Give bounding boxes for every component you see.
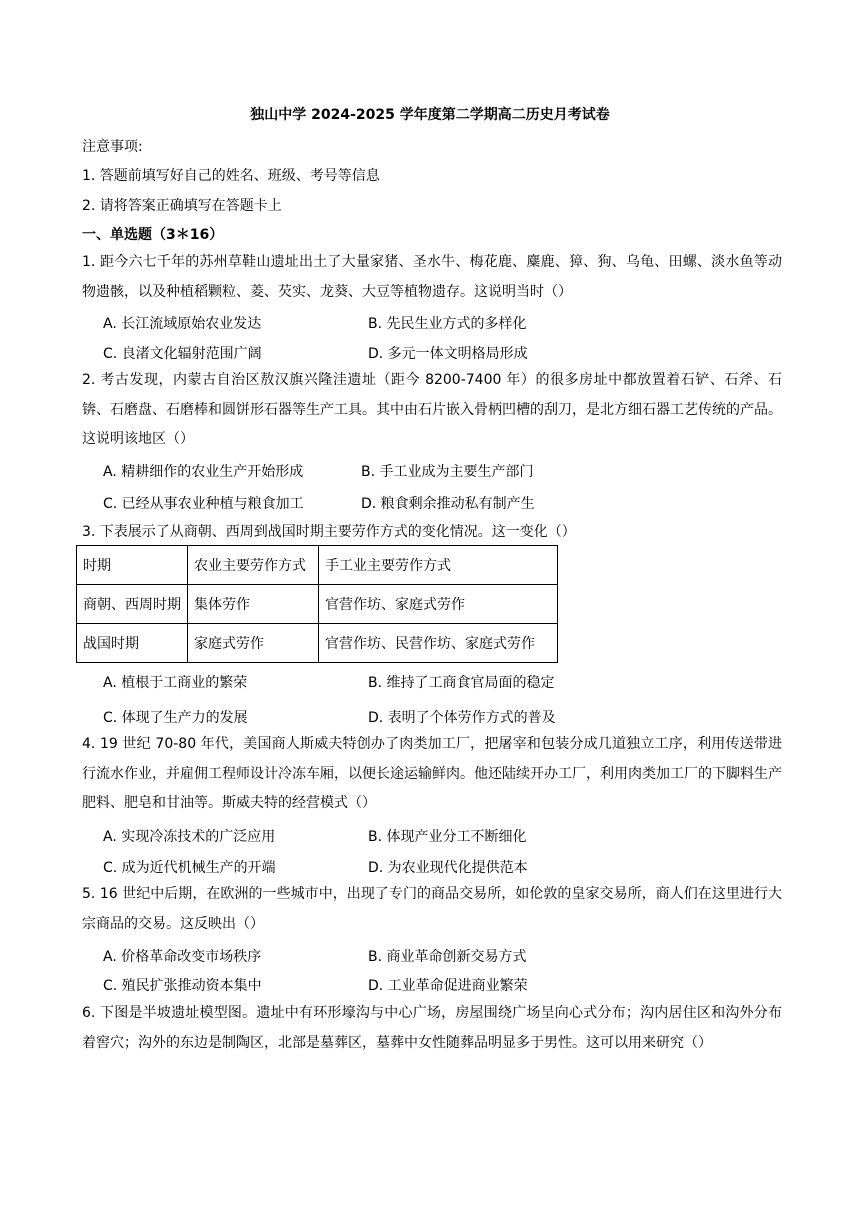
table-header-cell: 时期 [77, 546, 188, 585]
notice-item-2: 2. 请将答案正确填写在答题卡上 [82, 198, 282, 214]
question-4-option-b: B. 体现产业分工不断细化 [368, 829, 527, 845]
table-header-cell: 手工业主要劳作方式 [319, 546, 558, 585]
question-1-option-d: D. 多元一体文明格局形成 [368, 346, 528, 362]
question-3-option-b: B. 维持了工商食官局面的稳定 [368, 675, 555, 691]
table-cell: 官营作坊、家庭式劳作 [319, 585, 558, 624]
table-cell: 商朝、西周时期 [77, 585, 188, 624]
question-1-stem: 1. 距今六七千年的苏州草鞋山遗址出土了大量家猪、圣水牛、梅花鹿、麋鹿、獐、狗、乌龟、田螺、淡水鱼等动物遗骸，以及种植稻颗粒、菱、芡实、龙葵、大豆等植物遗存。这说明当时（） [82, 254, 782, 300]
table-header-row [77, 546, 558, 585]
question-2-option-d: D. 粮食剩余推动私有制产生 [361, 496, 535, 512]
table-cell: 集体劳作 [188, 585, 319, 624]
question-2-option-c: C. 已经从事农业种植与粮食加工 [103, 496, 304, 512]
question-3-stem: 3. 下表展示了从商朝、西周到战国时期主要劳作方式的变化情况。这一变化（） [82, 524, 576, 540]
question-3-option-c: C. 体现了生产力的发展 [103, 710, 248, 726]
table-row [77, 624, 558, 663]
labor-table [76, 545, 558, 663]
table-row [77, 585, 558, 624]
question-4-option-c: C. 成为近代机械生产的开端 [103, 860, 276, 876]
table-cell: 战国时期 [77, 624, 188, 663]
table-cell: 家庭式劳作 [188, 624, 319, 663]
question-3-option-d: D. 表明了个体劳作方式的普及 [368, 710, 556, 726]
table-header-cell: 农业主要劳作方式 [188, 546, 319, 585]
table-cell: 官营作坊、民营作坊、家庭式劳作 [319, 624, 558, 663]
question-4-stem: 4. 19 世纪 70-80 年代，美国商人斯威夫特创办了肉类加工厂，把屠宰和包装分成几道独立工序，利用传送带进行流水作业，并雇佣工程师设计冷冻车厢，以便长途运输鲜肉。他还陆续开办工厂，利用肉类加工厂的下脚料生产肥料、肥皂和甘油等。斯威夫特的经营模式（） [82, 736, 782, 811]
question-4-option-d: D. 为农业现代化提供范本 [368, 860, 528, 876]
question-3-option-a: A. 植根于工商业的繁荣 [103, 675, 248, 691]
section-title: 一、单选题（3＊16） [82, 227, 224, 243]
question-5-option-c: C. 殖民扩张推动资本集中 [103, 978, 262, 994]
question-5-stem: 5. 16 世纪中后期，在欧洲的一些城市中，出现了专门的商品交易所，如伦敦的皇家交易所，商人们在这里进行大宗商品的交易。这反映出（） [82, 886, 782, 932]
question-1-option-b: B. 先民生业方式的多样化 [368, 316, 527, 332]
question-6-stem: 6. 下图是半坡遗址模型图。遗址中有环形壕沟与中心广场，房屋围绕广场呈向心式分布；沟内居住区和沟外分布着窖穴；沟外的东边是制陶区，北部是墓葬区，墓葬中女性随葬品明显多于男性。这可以用来研究（） [82, 1005, 782, 1051]
question-4-option-a: A. 实现冷冻技术的广泛应用 [103, 829, 276, 845]
question-2-stem: 2. 考古发现，内蒙古自治区敖汉旗兴隆洼遗址（距今 8200-7400 年）的很多房址中都放置着石铲、石斧、石锛、石磨盘、石磨棒和圆饼形石器等生产工具。其中由石片嵌入骨柄凹槽的刮刀，是北方细石器工艺传统的产品。这说明该地区（） [82, 372, 782, 447]
question-1-option-a: A. 长江流域原始农业发达 [103, 316, 262, 332]
question-2-option-b: B. 手工业成为主要生产部门 [361, 464, 534, 480]
question-5-option-d: D. 工业革命促进商业繁荣 [368, 978, 528, 994]
question-5-option-a: A. 价格革命改变市场秩序 [103, 949, 262, 965]
question-2-option-a: A. 精耕细作的农业生产开始形成 [103, 464, 304, 480]
notice-heading: 注意事项: [82, 139, 143, 155]
exam-title: 独山中学 2024-2025 学年度第二学期高二历史月考试卷 [250, 107, 610, 123]
question-5-option-b: B. 商业革命创新交易方式 [368, 949, 527, 965]
notice-item-1: 1. 答题前填写好自己的姓名、班级、考号等信息 [82, 168, 380, 184]
question-1-option-c: C. 良渚文化辐射范围广阔 [103, 346, 262, 362]
